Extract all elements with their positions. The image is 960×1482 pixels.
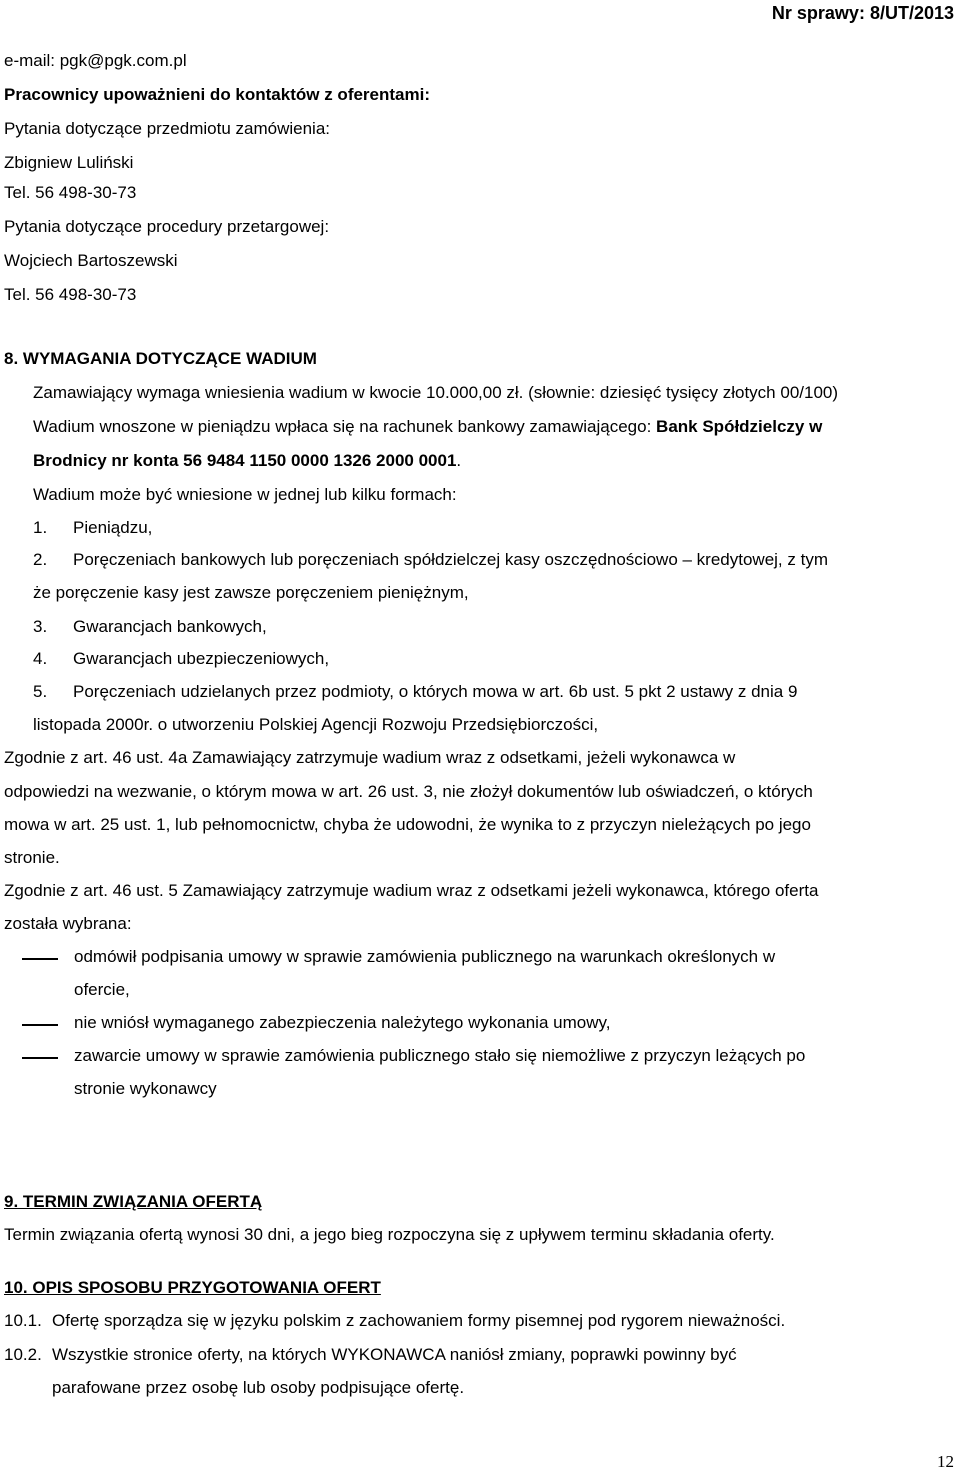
form-item-5-cont: listopada 2000r. o utworzeniu Polskiej Agencji Rozwoju Przedsiębiorczości, xyxy=(33,715,599,734)
bullet-3: zawarcie umowy w sprawie zamówienia publicznego stało się niemożliwe z przyczyn leżących po xyxy=(74,1046,806,1065)
procedure-phone: Tel. 56 498-30-73 xyxy=(4,285,137,304)
contact-email: e-mail: pgk@pgk.com.pl xyxy=(4,51,187,70)
item-num: 10.1. xyxy=(4,1311,42,1330)
form-item-4 xyxy=(33,649,330,669)
subject-questions-label: Pytania dotyczące przedmiotu zamówienia: xyxy=(4,119,330,138)
art46-5-line-2: została wybrana: xyxy=(4,914,132,933)
section-9-text: Termin związania ofertą wynosi 30 dni, a jego bieg rozpoczyna się z upływem terminu składania oferty. xyxy=(4,1225,775,1244)
art46-4a-line-2: odpowiedzi na wezwanie, o którym mowa w art. 26 ust. 3, nie złożył dokumentów lub oświadczeń, o których xyxy=(4,782,813,801)
section-8-line-2 xyxy=(33,417,822,437)
section-8-heading: 8. WYMAGANIA DOTYCZĄCE WADIUM xyxy=(4,349,317,368)
authorized-heading: Pracownicy upoważnieni do kontaktów z oferentami: xyxy=(4,85,431,104)
form-num: 3. xyxy=(33,617,48,636)
section-8-line-3 xyxy=(33,451,461,471)
case-number: Nr sprawy: 8/UT/2013 xyxy=(771,3,954,23)
form-item-2 xyxy=(33,550,828,570)
forms-intro: Wadium może być wniesione w jednej lub kilku formach: xyxy=(33,485,457,504)
form-text: Poręczeniach udzielanych przez podmioty, o których mowa w art. 6b ust. 5 pkt 2 ustawy z dnia 9 xyxy=(73,682,798,701)
form-text: Gwarancjach bankowych, xyxy=(73,617,267,636)
form-num: 5. xyxy=(33,682,48,701)
bank-name: Bank Spółdzielczy w xyxy=(656,417,823,436)
bullet-dash-icon xyxy=(22,958,58,960)
form-num: 4. xyxy=(33,649,48,668)
art46-4a-line-1: Zgodnie z art. 46 ust. 4a Zamawiający zatrzymuje wadium wraz z odsetkami, jeżeli wykonawca w xyxy=(4,748,736,767)
section-8-line-2-prefix: Wadium wnoszone w pieniądzu wpłaca się na rachunek bankowy zamawiającego: xyxy=(33,417,657,436)
form-num: 2. xyxy=(33,550,48,569)
bullet-dash-icon xyxy=(22,1024,58,1026)
section-10-item-1 xyxy=(4,1311,786,1331)
section-8-line-1: Zamawiający wymaga wniesienia wadium w kwocie 10.000,00 zł. (słownie: dziesięć tysięcy złotych 00/100) xyxy=(33,383,839,402)
subject-person: Zbigniew Luliński xyxy=(4,153,134,172)
art46-4a-line-3: mowa w art. 25 ust. 1, lub pełnomocnictw, chyba że udowodni, że wynika to z przyczyn nieleżących po jego xyxy=(4,815,811,834)
form-item-5 xyxy=(33,682,798,702)
item-text: Ofertę sporządza się w języku polskim z zachowaniem formy pisemnej pod rygorem nieważności. xyxy=(52,1311,786,1330)
section-9-heading: 9. TERMIN ZWIĄZANIA OFERTĄ xyxy=(4,1192,263,1211)
form-item-2-cont: że poręczenie kasy jest zawsze poręczeniem pieniężnym, xyxy=(33,583,469,602)
section-10-item-2-cont: parafowane przez osobę lub osoby podpisujące ofertę. xyxy=(52,1378,465,1397)
page-number: 12 xyxy=(937,1452,954,1471)
bullet-2: nie wniósł wymaganego zabezpieczenia należytego wykonania umowy, xyxy=(74,1013,611,1032)
bank-account: Brodnicy nr konta 56 9484 1150 0000 1326 2000 0001 xyxy=(33,451,457,470)
bullet-1-cont: ofercie, xyxy=(74,980,130,999)
item-num: 10.2. xyxy=(4,1345,42,1364)
bullet-dash-icon xyxy=(22,1057,58,1059)
form-item-1 xyxy=(33,518,153,538)
form-text: Poręczeniach bankowych lub poręczeniach spółdzielczej kasy oszczędnościowo – kredytowej, z tym xyxy=(73,550,828,569)
form-text: Gwarancjach ubezpieczeniowych, xyxy=(73,649,330,668)
bullet-1: odmówił podpisania umowy w sprawie zamówienia publicznego na warunkach określonych w xyxy=(74,947,776,966)
bank-account-suffix: . xyxy=(456,451,462,470)
section-10-heading: 10. OPIS SPOSOBU PRZYGOTOWANIA OFERT xyxy=(4,1278,381,1297)
procedure-person: Wojciech Bartoszewski xyxy=(4,251,178,270)
subject-phone: Tel. 56 498-30-73 xyxy=(4,183,137,202)
section-10-item-2 xyxy=(4,1345,737,1365)
form-text: Pieniądzu, xyxy=(73,518,153,537)
form-num: 1. xyxy=(33,518,48,537)
procedure-questions-label: Pytania dotyczące procedury przetargowej: xyxy=(4,217,330,236)
bullet-3-cont: stronie wykonawcy xyxy=(74,1079,217,1098)
art46-5-line-1: Zgodnie z art. 46 ust. 5 Zamawiający zatrzymuje wadium wraz z odsetkami jeżeli wykonawca, którego oferta xyxy=(4,881,819,900)
art46-4a-line-4: stronie. xyxy=(4,848,60,867)
item-text: Wszystkie stronice oferty, na których WYKONAWCA naniósł zmiany, poprawki powinny być xyxy=(52,1345,737,1364)
form-item-3 xyxy=(33,617,267,637)
